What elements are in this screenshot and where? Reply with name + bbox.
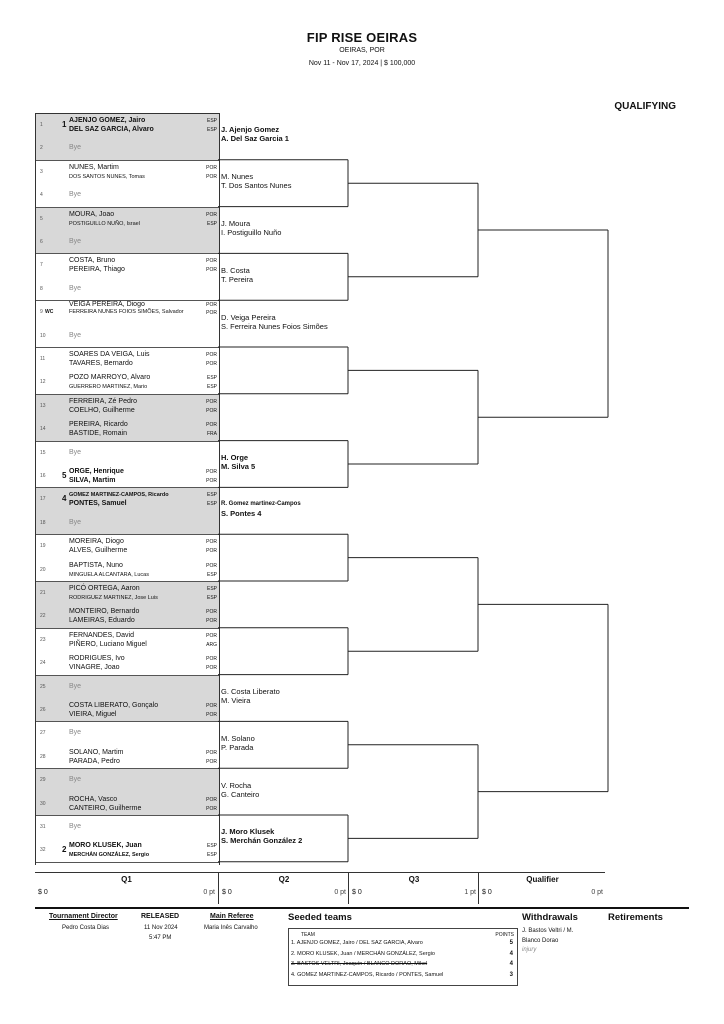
player-country: POR <box>206 173 217 180</box>
seeded-points: 5 <box>509 940 513 946</box>
bye-label: Bye <box>69 238 82 245</box>
player-country: ESP <box>206 492 217 499</box>
winner-line2: G. Canteiro <box>221 789 260 799</box>
winner-line1: D. Veiga Pereira <box>221 312 276 322</box>
player-name: MONTEIRO, Bernardo <box>69 608 140 616</box>
seeded-points: 3 <box>509 971 513 978</box>
slot-number: 2 <box>40 145 43 152</box>
winner-line1: M. Solano <box>221 733 255 743</box>
bye-label: Bye <box>69 823 82 830</box>
player-country: POR <box>206 352 217 358</box>
winner-line1: R. Gomez martinez-Campos <box>221 500 301 507</box>
round-label: Q1 <box>121 875 132 884</box>
footer-round-column <box>218 873 349 904</box>
player-country: POR <box>206 398 217 405</box>
slot-number: 31 <box>40 824 46 830</box>
slot-number: 12 <box>40 379 46 386</box>
player-name: LAMEIRAS, Eduardo <box>69 617 135 625</box>
slot-number: 10 <box>40 332 46 339</box>
player-country: POR <box>206 267 217 274</box>
withdrawal-reason: injury <box>522 947 537 953</box>
player-country: POR <box>206 258 217 265</box>
round-label: Q2 <box>278 875 290 884</box>
slot-number: 18 <box>40 519 46 526</box>
round-label: Qualifier <box>526 875 559 884</box>
seed-number: 1 <box>62 120 67 129</box>
slot-number: 6 <box>40 239 43 245</box>
player-country: POR <box>206 478 217 484</box>
winner-line2: M. Silva 5 <box>221 462 256 471</box>
seeded-team: 4. GOMEZ MARTINEZ-CAMPOS, Ricardo / PONTES, Samuel <box>291 971 444 978</box>
player-country: POR <box>206 609 217 616</box>
player-country: FRA <box>207 431 217 438</box>
player-name: ROCHA, Vasco <box>69 795 118 803</box>
player-name: PEREIRA, Ricardo <box>69 421 128 429</box>
player-country: POR <box>206 562 217 569</box>
player-name: COELHO, Guilherme <box>69 406 135 414</box>
referee-label: Main Referee <box>210 913 254 920</box>
bye-label: Bye <box>69 518 82 526</box>
player-country: ESP <box>206 571 217 578</box>
slot-number: 30 <box>40 800 46 807</box>
player-name: ALVES, Guilherme <box>69 547 128 555</box>
winner-line2: T. Pereira <box>221 274 254 284</box>
player-country: ESP <box>206 118 217 124</box>
released-time: 5:47 PM <box>149 935 172 941</box>
winner-line1: J. Moura <box>221 219 251 228</box>
tournament-dates: Nov 11 - Nov 17, 2024 | $ 100,000 <box>308 60 416 67</box>
player-country: POR <box>206 656 217 663</box>
slot-number: 22 <box>40 613 46 620</box>
withdrawal-line1: J. Bastos Veltri / M. <box>522 928 574 934</box>
player-name: SOLANO, Martim <box>69 748 124 756</box>
player-country: POR <box>206 618 217 625</box>
seeded-points: 4 <box>509 950 513 957</box>
seeded-team: 2. MORO KLUSEK, Juan / MERCHÁN GONZÁLEZ, Sergio <box>291 950 435 957</box>
player-name: BASTIDE, Romain <box>69 430 127 438</box>
player-name: MOREIRA, Diogo <box>69 538 124 546</box>
slot-number: 14 <box>40 426 46 433</box>
player-name: BAPTISTA, Nuno <box>69 561 123 569</box>
round-prize: $ 0 <box>352 889 362 896</box>
player-name: MOURA, Joao <box>69 210 115 218</box>
round-footer <box>35 872 605 904</box>
bye-label: Bye <box>69 191 82 199</box>
player-name: FERNANDES, David <box>69 631 134 639</box>
player-name: CANTEIRO, Guilherme <box>69 804 142 812</box>
player-name: MINGUELA ALCANTARA, Lucas <box>69 571 149 578</box>
player-name: RODRIGUEZ MARTINEZ, Jose Luis <box>69 595 158 601</box>
slot-number: 23 <box>40 636 46 643</box>
bye-label: Bye <box>69 729 82 737</box>
seeded-title: Seeded teams <box>288 912 352 923</box>
winner-line1: V. Rocha <box>221 780 252 790</box>
slot-number: 16 <box>40 473 46 479</box>
withdrawals-title: Withdrawals <box>522 912 578 923</box>
winner-line1: B. Costa <box>221 265 250 275</box>
player-name: DOS SANTOS NUNES, Tomas <box>69 173 145 180</box>
player-country: POR <box>206 310 217 317</box>
player-name: GUERRERO MARTINEZ, Mario <box>69 384 148 391</box>
winner-line2: A. Del Saz Garcia 1 <box>221 134 289 144</box>
player-name: PONTES, Samuel <box>69 500 127 508</box>
player-name: RODRIGUES, Ivo <box>69 655 125 663</box>
winner-line1: H. Orge <box>221 453 249 462</box>
winner-line1: M. Nunes <box>221 172 254 182</box>
player-country: POR <box>206 211 217 218</box>
slot-number: 17 <box>40 496 46 503</box>
slot-number: 3 <box>40 168 43 175</box>
seeded-team: 3. BASTOS VELTRI, Joaquín / BLANCO DORAO, Mikel <box>291 961 428 967</box>
bye-label: Bye <box>69 331 82 339</box>
player-name: POZO MARROYO, Alvaro <box>69 374 151 382</box>
referee-name: Maria Inês Carvalho <box>204 925 258 931</box>
player-name: MERCHÁN GONZÁLEZ, Sergio <box>69 852 150 859</box>
tournament-location: OEIRAS, POR <box>339 47 385 54</box>
player-country: POR <box>206 539 217 546</box>
slot-number: 7 <box>40 262 43 269</box>
seed-number: 4 <box>62 494 67 504</box>
slot-number: 32 <box>40 847 46 854</box>
slot-number: 11 <box>40 356 46 362</box>
round-points: 0 pt <box>203 889 215 896</box>
round-label: Q3 <box>408 875 420 884</box>
player-country: ESP <box>206 375 217 382</box>
slot-number: 8 <box>40 285 43 292</box>
footer-round-column <box>348 873 479 904</box>
round-points: 0 pt <box>591 889 603 896</box>
player-name: AJENJO GOMEZ, Jairo <box>69 117 146 124</box>
player-country: POR <box>206 422 217 429</box>
seed-number: 5 <box>62 471 67 480</box>
winner-line2: S. Merchán González 2 <box>221 836 303 846</box>
player-name: GOMEZ MARTINEZ-CAMPOS, Ricardo <box>69 492 169 499</box>
player-name: POSTIGUILLO NUÑO, Israel <box>69 220 140 227</box>
slot-number: 21 <box>40 590 46 596</box>
player-name: SOARES DA VEIGA, Luis <box>69 351 150 358</box>
player-name: PICÓ ORTEGA, Aaron <box>69 585 140 592</box>
slot-number: 24 <box>40 660 46 667</box>
player-country: POR <box>206 665 217 672</box>
round-points: 0 pt <box>334 889 346 896</box>
player-country: POR <box>206 407 217 414</box>
slot-number: 9 <box>40 309 43 316</box>
player-name: MORO KLUSEK, Juan <box>69 842 142 850</box>
player-country: POR <box>206 164 217 171</box>
slot-number: 1 <box>40 122 43 128</box>
player-name: FERREIRA, Zé Pedro <box>69 397 138 405</box>
player-country: POR <box>206 758 217 765</box>
seed-number: 2 <box>62 845 67 855</box>
bye-label: Bye <box>69 448 82 456</box>
winner-line1: G. Costa Liberato <box>221 687 280 696</box>
slot-number: 15 <box>40 449 46 456</box>
player-name: COSTA LIBERATO, Gonçalo <box>69 702 159 709</box>
slot-number: 19 <box>40 543 46 550</box>
released-date: 11 Nov 2024 <box>144 925 178 931</box>
player-name: DEL SAZ GARCIA, Alvaro <box>69 126 154 133</box>
winner-line2: S. Ferreira Nunes Foios Simões <box>221 321 328 331</box>
wildcard-badge: WC <box>45 309 54 316</box>
section-title: QUALIFYING <box>614 101 676 112</box>
player-country: ESP <box>206 127 217 133</box>
player-name: NUNES, Martim <box>69 163 119 171</box>
footer-round-column <box>478 873 606 904</box>
player-name: VIEIRA, Miguel <box>69 711 117 718</box>
player-name: ORGE, Henrique <box>69 468 124 475</box>
seeded-points: 4 <box>509 961 513 967</box>
seeded-team: 1. AJENJO GOMEZ, Jairo / DEL SAZ GARCIA, Alvaro <box>291 940 423 946</box>
player-name: PIÑERO, Luciano Miguel <box>69 640 147 648</box>
player-country: POR <box>206 805 217 812</box>
player-country: POR <box>206 302 217 309</box>
seeded-col-team: TEAM <box>301 932 315 938</box>
slot-number: 26 <box>40 707 46 713</box>
player-name: PARADA, Pedro <box>69 757 120 765</box>
player-name: VEIGA PEREIRA, Diogo <box>69 301 145 309</box>
round-prize: $ 0 <box>222 889 232 896</box>
tournament-title: FIP RISE OEIRAS <box>306 30 418 45</box>
player-country: ESP <box>206 595 217 601</box>
player-country: POR <box>206 749 217 756</box>
player-country: ESP <box>206 384 217 391</box>
player-country: POR <box>206 548 217 555</box>
bye-label: Bye <box>69 682 82 690</box>
player-country: ARG <box>206 641 217 648</box>
player-country: POR <box>206 796 217 803</box>
round-prize: $ 0 <box>38 889 48 896</box>
player-name: FERREIRA NUNES FOIOS SIMÕES, Salvador <box>69 309 184 316</box>
player-country: ESP <box>206 220 217 227</box>
director-label: Tournament Director <box>49 913 118 920</box>
footer-divider <box>35 907 689 909</box>
slot-number: 20 <box>40 566 46 573</box>
winner-line2: S. Pontes 4 <box>221 508 262 518</box>
winner-line2: I. Postiguillo Nuño <box>221 228 282 237</box>
slot-number: 25 <box>40 683 46 690</box>
round-points: 1 pt <box>464 889 476 896</box>
bye-label: Bye <box>69 144 82 152</box>
winner-line1: J. Moro Klusek <box>221 827 275 837</box>
player-name: SILVA, Martim <box>69 477 116 484</box>
bye-label: Bye <box>69 776 82 784</box>
player-name: TAVARES, Bernardo <box>69 360 133 367</box>
footer-round-column <box>35 873 218 904</box>
player-name: COSTA, Bruno <box>69 257 116 265</box>
player-country: ESP <box>206 852 217 859</box>
slot-number: 28 <box>40 753 46 760</box>
slot-number: 13 <box>40 402 46 409</box>
winner-line2: T. Dos Santos Nunes <box>221 181 292 191</box>
slot-number: 27 <box>40 730 46 737</box>
winner-line2: P. Parada <box>221 742 254 752</box>
round-prize: $ 0 <box>482 889 492 896</box>
slot-number: 29 <box>40 777 46 784</box>
player-country: ESP <box>206 586 217 592</box>
player-country: ESP <box>206 843 217 850</box>
slot-number: 5 <box>40 215 43 222</box>
player-country: POR <box>206 469 217 475</box>
player-country: ESP <box>206 501 217 508</box>
withdrawal-line2: Blanco Dorao <box>522 938 559 944</box>
player-name: VINAGRE, Joao <box>69 664 120 672</box>
player-country: POR <box>206 632 217 639</box>
seeded-col-points: POINTS <box>495 932 514 938</box>
player-country: POR <box>206 712 217 718</box>
player-name: PEREIRA, Thiago <box>69 266 125 274</box>
player-country: POR <box>206 361 217 367</box>
seeded-table <box>288 928 518 986</box>
director-name: Pedro Costa Dias <box>62 925 110 931</box>
player-country: POR <box>206 703 217 709</box>
retirements-title: Retirements <box>608 912 663 923</box>
bye-label: Bye <box>69 284 82 292</box>
winner-line1: J. Ajenjo Gomez <box>221 125 280 135</box>
released-label: RELEASED <box>141 913 180 920</box>
slot-number: 4 <box>40 192 43 199</box>
winner-line2: M. Vieira <box>221 696 251 705</box>
